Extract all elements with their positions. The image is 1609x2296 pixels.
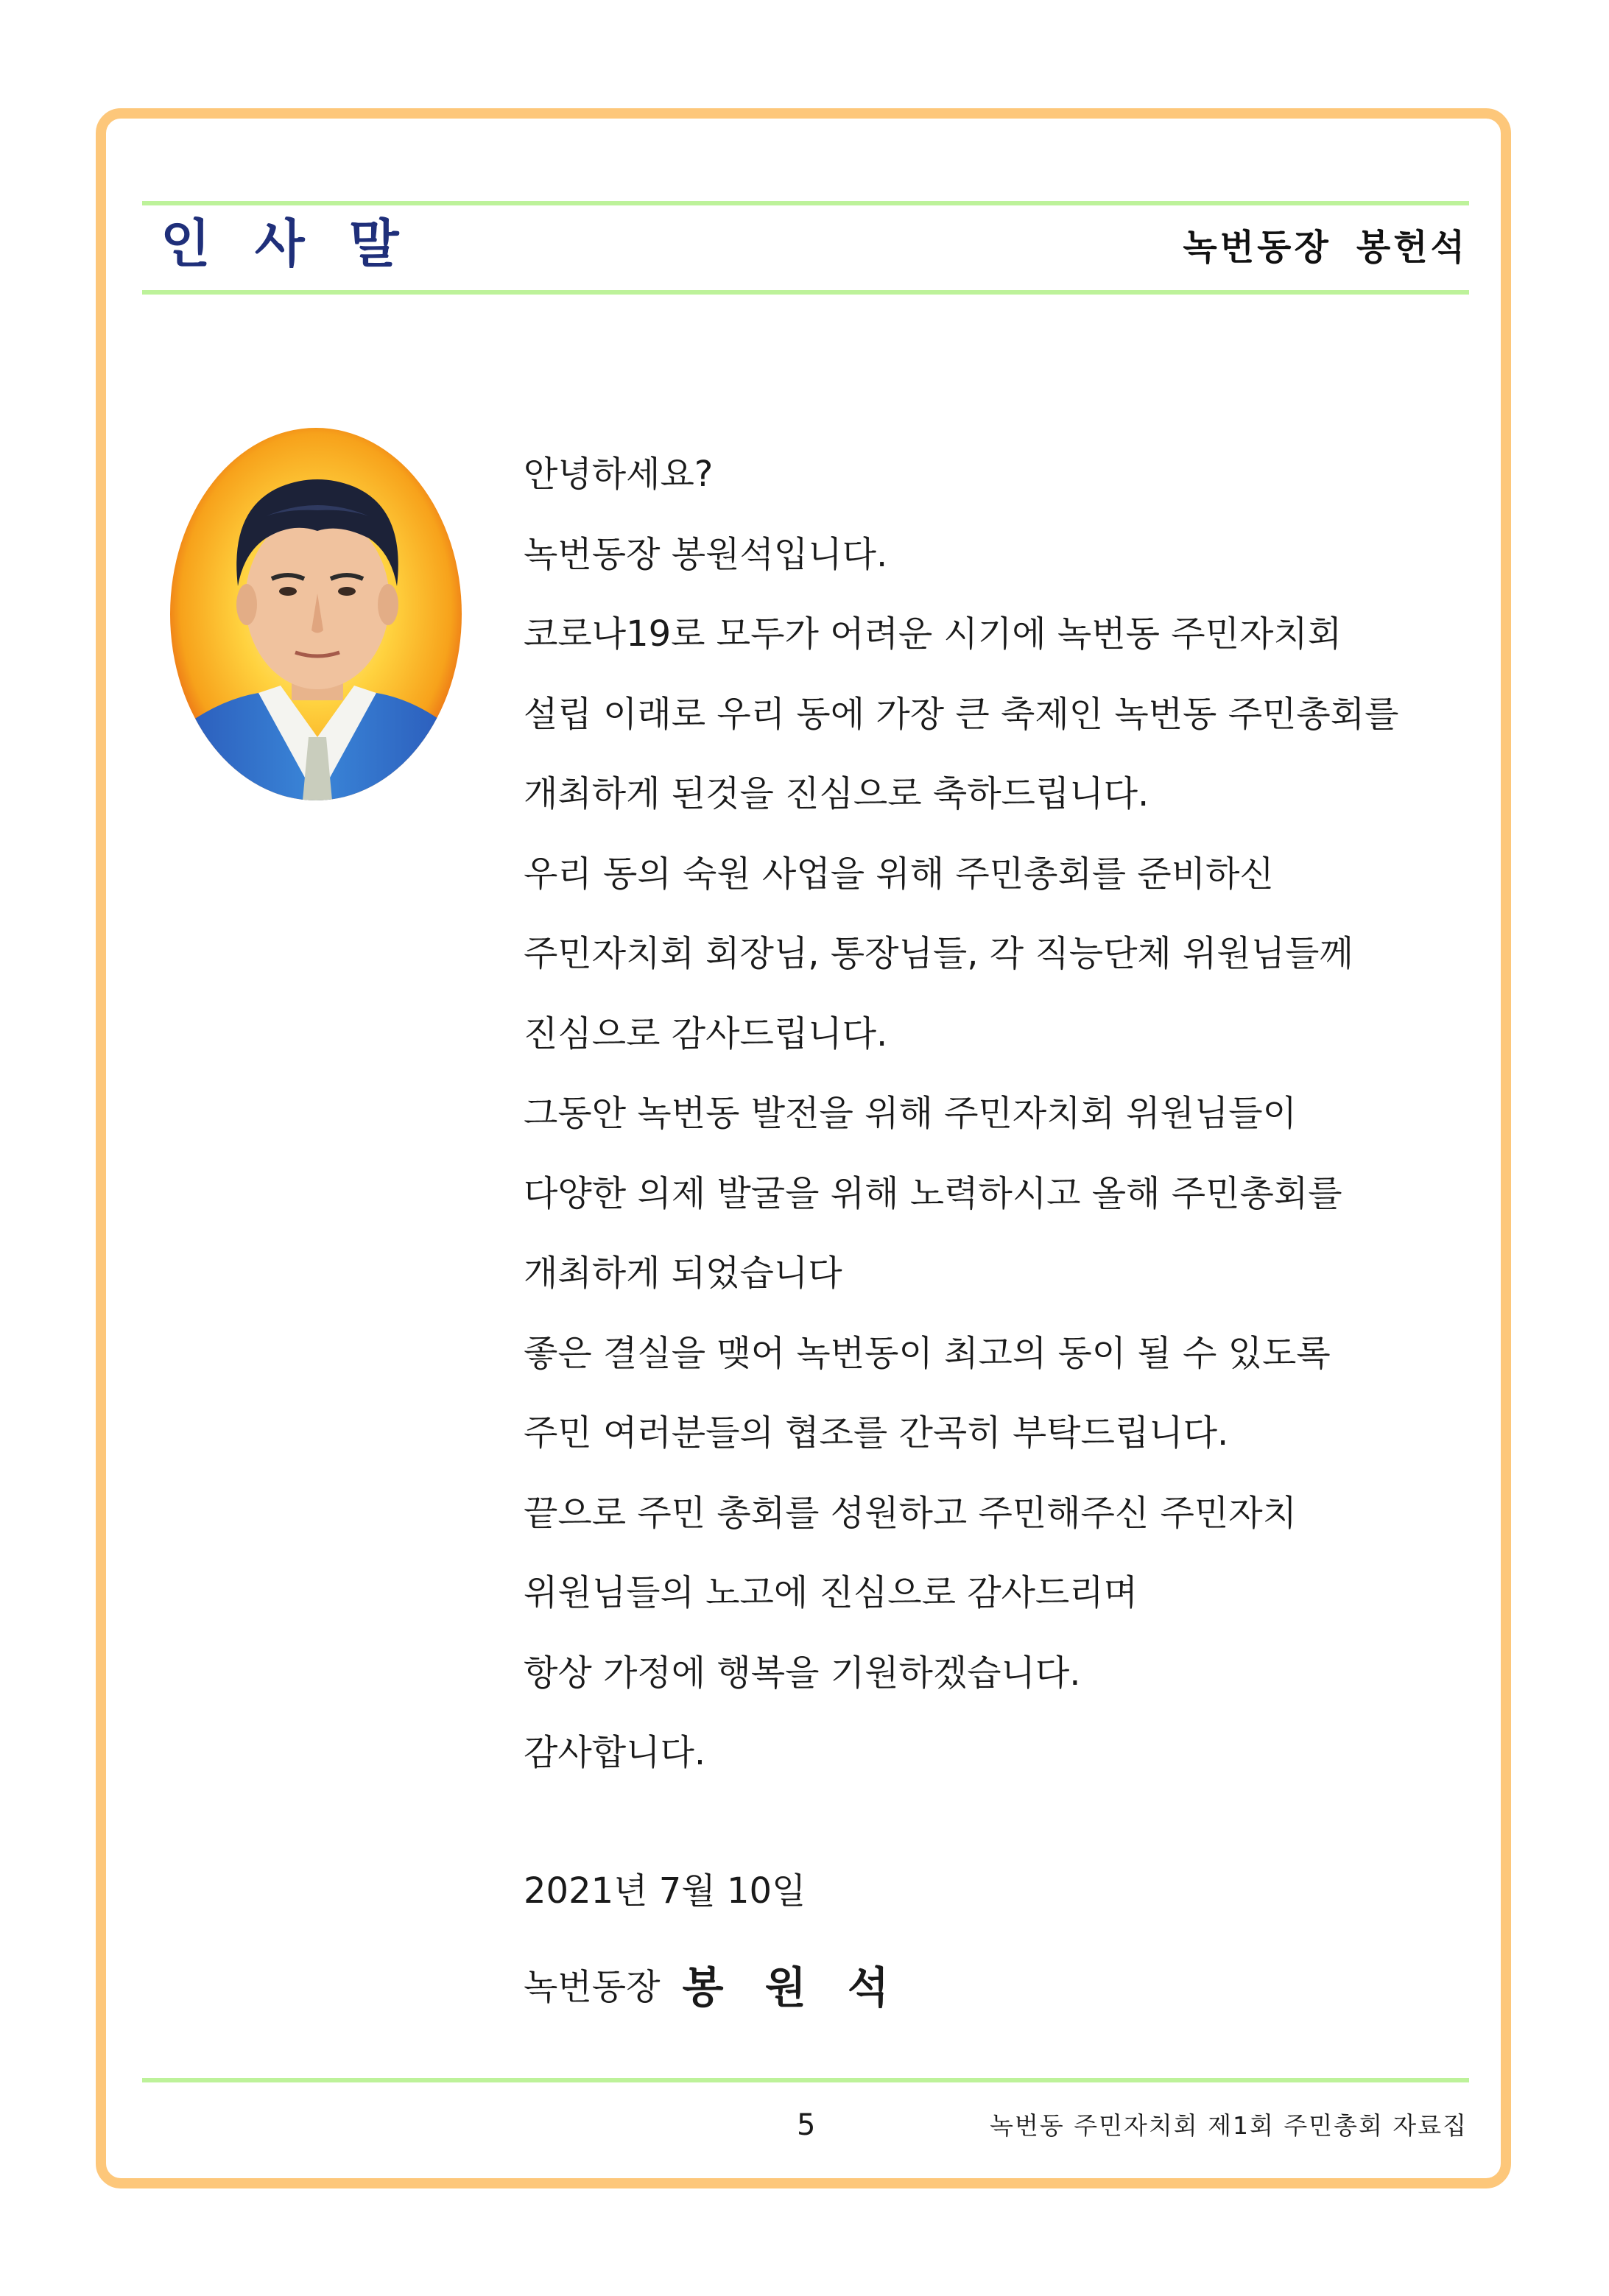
letter-line: 감사합니다.: [524, 1732, 706, 1773]
letter-line: 개최하게 되었습니다: [524, 1253, 842, 1294]
footer-rule: [142, 2078, 1469, 2082]
signature: [524, 1953, 902, 2015]
header-author-role: 녹번동장: [1183, 227, 1331, 268]
letter-date: 2021년 7월 10일: [524, 1870, 806, 1912]
footer-caption: 녹번동 주민자치회 제1회 주민총회 자료집: [990, 2111, 1468, 2140]
header-rule-bottom: [142, 290, 1469, 295]
letter-line: 진심으로 감사드립니다.: [524, 1013, 888, 1054]
header-author: [1183, 227, 1468, 268]
letter-body: [524, 434, 1481, 1793]
signature-name: 봉 원 석: [682, 1962, 902, 2012]
letter-line: 코로나19로 모두가 어려운 시기에 녹번동 주민자치회: [524, 613, 1342, 655]
letter-line: 그동안 녹번동 발전을 위해 주민자치회 위원님들이: [524, 1093, 1298, 1134]
letter-line: 위원님들의 노고에 진심으로 감사드리며: [524, 1572, 1138, 1613]
letter-line: 개최하게 된것을 진심으로 축하드립니다.: [524, 773, 1149, 814]
letter-line: 주민자치회 회장님, 통장님들, 각 직능단체 위원님들께: [524, 933, 1353, 974]
page-number: 5: [797, 2108, 816, 2142]
letter-line: 좋은 결실을 맺어 녹번동이 최고의 동이 될 수 있도록: [524, 1332, 1331, 1374]
letter-line: 주민 여러분들의 협조를 간곡히 부탁드립니다.: [524, 1412, 1229, 1454]
letter-line: 안녕하세요?: [524, 454, 714, 495]
letter-line: 끝으로 주민 총회를 성원하고 주민해주신 주민자치: [524, 1492, 1298, 1534]
letter-line: 항상 가정에 행복을 기원하겠습니다.: [524, 1652, 1081, 1694]
letter-line: 녹번동장 봉원석입니다.: [524, 533, 888, 575]
portrait-photo: [170, 428, 462, 800]
letter-line: 다양한 의제 발굴을 위해 노력하시고 올해 주민총회를: [524, 1172, 1342, 1214]
signature-role: 녹번동장: [524, 1966, 661, 2008]
letter-line: 설립 이래로 우리 동에 가장 큰 축제인 녹번동 주민총회를: [524, 693, 1399, 735]
page-title: 인 사 말: [161, 214, 412, 274]
header-author-name: 봉헌석: [1356, 227, 1468, 268]
letter-line: 우리 동의 숙원 사업을 위해 주민총회를 준비하신: [524, 853, 1274, 895]
header-rule-top: [142, 201, 1469, 205]
